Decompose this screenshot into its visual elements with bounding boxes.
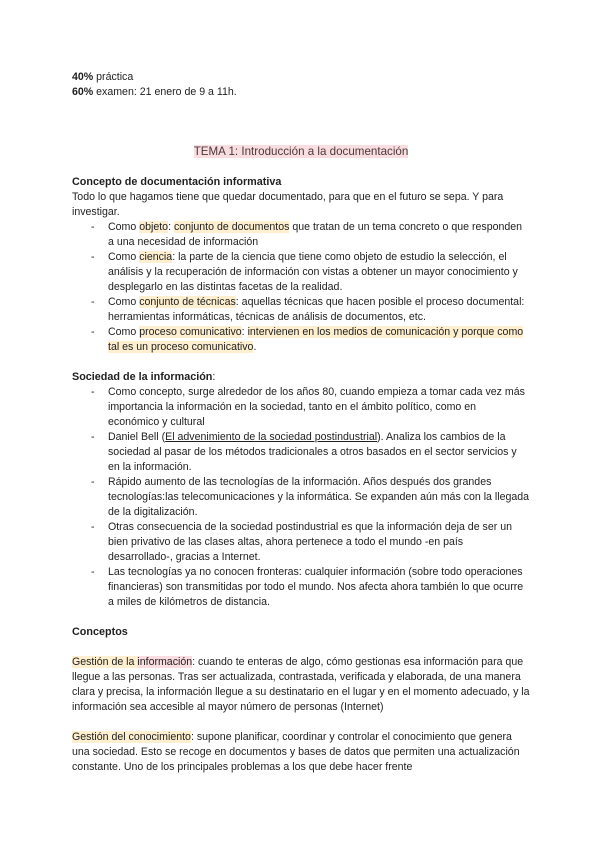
book-title: El advenimiento de la sociedad postindustrial bbox=[165, 431, 378, 443]
highlighted-term: objeto bbox=[139, 221, 169, 233]
page-title bbox=[72, 144, 530, 160]
information-society-list bbox=[72, 385, 530, 610]
section-intro: Todo lo que hagamos tiene que quedar documentado, para que en el futuro se sepa. Y para investigar. bbox=[72, 191, 504, 218]
list-item bbox=[108, 220, 530, 250]
item-sep: : bbox=[241, 326, 248, 338]
list-item: - Las tecnologías ya no conocen fronteras: cualquier información (sobre todo operaciones financieras) son transmitidas por todo el mundo. Nos afecta ahora también lo que ocurre a miles de kilómetros de distancia. bbox=[108, 565, 530, 610]
item-text: ). Analiza los cambios de la sociedad al pasar de los métodos tradicionales a otros basados en el sector servicios y en la información. bbox=[108, 431, 517, 473]
exam-text: examen: 21 enero de 9 a 11h. bbox=[93, 86, 237, 98]
highlighted-term: Gestión del conocimiento bbox=[72, 731, 191, 743]
highlighted-term: intervienen en los medios de comunicación y porque como tal es un proceso comunicativo bbox=[108, 326, 524, 353]
item-text: : la parte de la ciencia que tiene como objeto de estudio la selección, el análisis y la recuperación de información con vistas a obtener un mayor conocimiento y desplegarlo en las distintas facetas de la realidad. bbox=[108, 251, 518, 293]
item-prefix: Como bbox=[108, 326, 140, 338]
section-heading-information-society bbox=[72, 370, 530, 385]
document-body bbox=[72, 70, 530, 775]
heading-text: Sociedad de la información bbox=[72, 371, 213, 383]
practice-weight-line bbox=[72, 70, 530, 85]
practice-percent: 40% bbox=[72, 71, 94, 83]
list-item: - Rápido aumento de las tecnologías de la información. Años después dos grandes tecnologías:las telecomunicaciones y la informática. Se expanden aún más con la llegada de la digitalización. bbox=[108, 475, 530, 520]
list-item: - Otras consecuencia de la sociedad postindustrial es que la información deja de ser un bien privativo de las clases altas, ahora pertenece a todo el mundo -en país desarrollado-, gracias a Internet. bbox=[108, 520, 530, 565]
list-item bbox=[108, 325, 530, 355]
item-prefix: Como bbox=[108, 221, 140, 233]
practice-text: práctica bbox=[93, 71, 134, 83]
documentation-list bbox=[72, 220, 530, 355]
section-heading-documentation: Concepto de documentación informativa bbox=[72, 176, 282, 188]
title-text: TEMA 1: Introducción a la documentación bbox=[193, 145, 409, 158]
highlighted-term: conjunto de documentos bbox=[173, 221, 290, 233]
list-item bbox=[108, 250, 530, 295]
paragraph-information-management bbox=[72, 655, 530, 715]
highlighted-term: ciencia bbox=[139, 251, 173, 263]
paragraph-text: : supone planificar, coordinar y controlar el conocimiento que genera una sociedad. Esto se recoge en documentos y bases de datos que permiten una actualización constante. Uno de los principales problemas a los que debe hacer frente bbox=[72, 731, 520, 773]
item-prefix: Como bbox=[108, 251, 140, 263]
exam-percent: 60% bbox=[72, 86, 94, 98]
heading-colon: : bbox=[212, 371, 216, 383]
item-text: : aquellas técnicas que hacen posible el proceso documental: herramientas informáticas, técnicas de análisis de documentos, etc. bbox=[108, 296, 525, 323]
item-text: que tratan de un tema concreto o que responden a una necesidad de información bbox=[108, 221, 523, 248]
paragraph-knowledge-management bbox=[72, 730, 530, 775]
item-prefix: Como bbox=[108, 296, 140, 308]
exam-weight-line bbox=[72, 85, 530, 100]
highlighted-term: conjunto de técnicas bbox=[139, 296, 236, 308]
highlighted-term: proceso comunicativo bbox=[139, 326, 242, 338]
item-sep: : bbox=[168, 221, 174, 233]
item-text: . bbox=[253, 341, 257, 353]
item-prefix: Daniel Bell ( bbox=[108, 431, 166, 443]
highlighted-term: Gestión de la bbox=[72, 656, 138, 668]
section-heading-concepts: Conceptos bbox=[72, 626, 128, 638]
spacer bbox=[72, 715, 530, 730]
spacer bbox=[72, 640, 530, 655]
list-item bbox=[108, 430, 530, 475]
list-item: - Como concepto, surge alrededor de los años 80, cuando empieza a tomar cada vez más importancia la información en la sociedad, tanto en el ámbito político, como en económico y cultural bbox=[108, 385, 530, 430]
paragraph-text: : cuando te enteras de algo, cómo gestionas esa información para que llegue a las personas. Tras ser actualizada, contrastada, verificada y elaborada, de una manera clara y precisa, la información llegue a su destinatario en el lugar y en el momento adecuado, y la información sea accesible al mayor número de personas (Internet) bbox=[72, 656, 530, 713]
list-item bbox=[108, 295, 530, 325]
highlighted-term: información bbox=[137, 656, 193, 668]
